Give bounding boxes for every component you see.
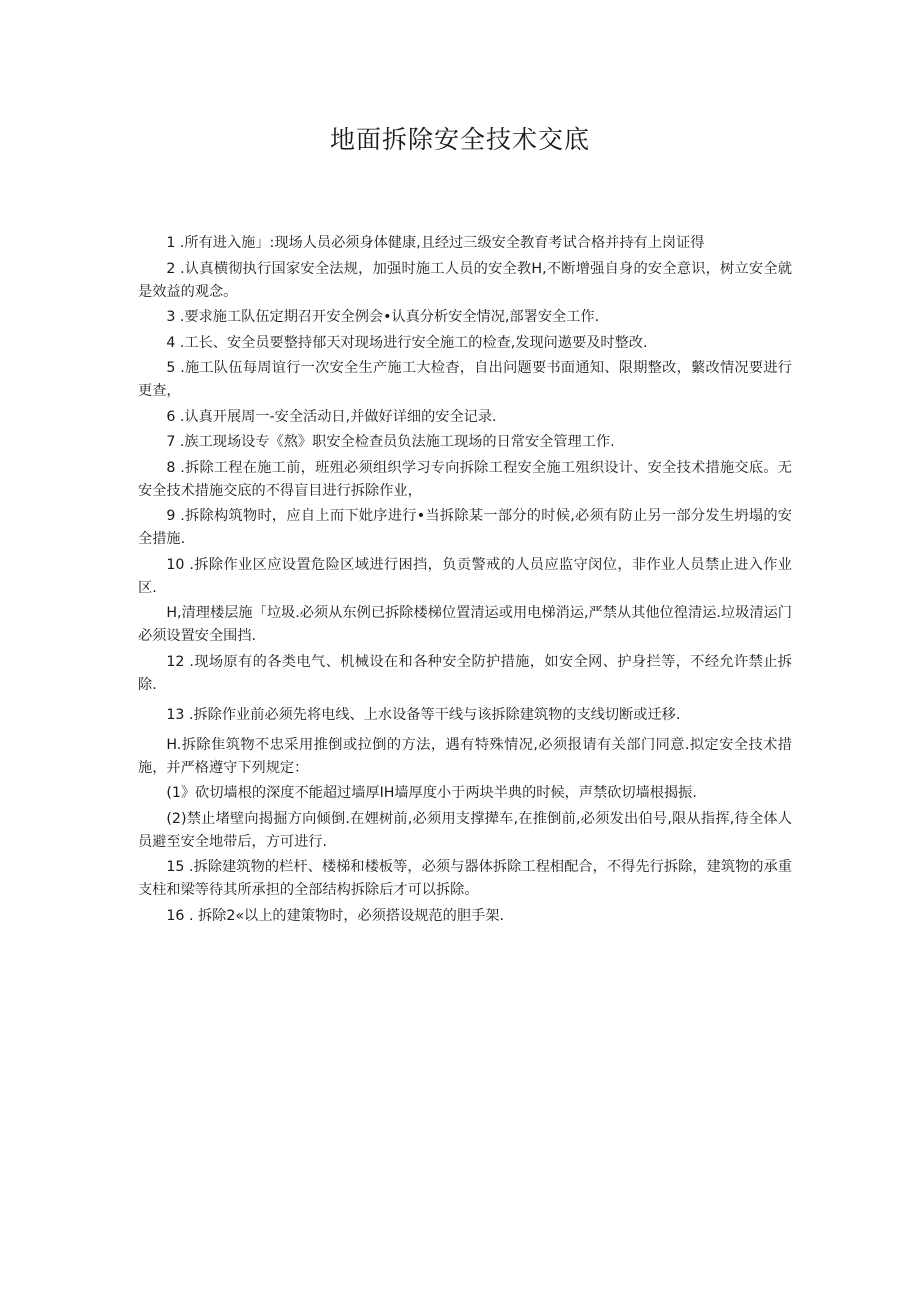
paragraph-13: 13 .拆除作业前必须先将电线、上水设备等干线与该拆除建筑物的支线切断或迁移.: [166, 706, 681, 723]
sub-item-2: (2)禁止堵壁向揭掘方向倾倒.在娌树前,必须用支撑撵车,在推倒前,必须发出伯号,限从指挥,待全体人员避至安全地带后，方可进行.: [138, 810, 792, 850]
document-title: 地面拆除安全技术交底: [329, 125, 590, 154]
paragraph-1: 1 .所有进入施」:现场人员必须身体健康,且经过三级安全教育考试合格并持有上岗证得: [166, 235, 705, 251]
paragraph-7: 7 .族工现场设专《熬》职安全检查员负法施工现场的日常安全管理工作.: [166, 434, 615, 450]
paragraph-9: 9 .拆除构筑物时，应自上而下妣序进行•当拆除某一部分的时候,必须有防止另一部分发生坍塌的安全措施.: [138, 508, 792, 547]
paragraph-6: 6 .认真开展周一-安全活动日,并做好详细的安全记录.: [166, 408, 497, 425]
paragraph-15: 15 .拆除建筑物的栏杆、楼梯和楼板等，必须与器体拆除工程相配合，不得先行拆除，建筑物的承重支柱和梁等待其所承担的全部结构拆除后才可以拆除。: [138, 859, 792, 898]
document-body: [138, 232, 792, 930]
paragraph-2: 2 .认真横彻执行国家安全法规，加强时施工人员的安全教H,不断增强自身的安全意识，树立安全就是效益的观念。: [138, 260, 792, 300]
paragraph-5: 5 .施工队伍每周谊行一次安全生产施工大检杳，自出问题要书面通知、限期整改，蘩改情况要进行更查，: [138, 360, 792, 399]
paragraph-4: 4 .工长、安全员要整持郁天对现场进行安全施工的检查,发现问遨要及时整改.: [166, 334, 648, 351]
paragraph-12: 12 .现场原有的各类电气、机械设在和各种安全防护措施，如安全网、护身拦等，不经允许禁止拆除.: [138, 653, 792, 693]
paragraph-11: H,清理楼层施「垃圾.必须从东例已拆除楼梯位置清运或用电梯消运,严禁从其他位徨清运.垃圾清运门必须设置安全围挡.: [138, 605, 792, 644]
paragraph-16: 16 . 拆除2«以上的建策物时，必须搭设规范的胆手架.: [166, 907, 504, 924]
sub-item-1: (1》砍切墙根的深度不能超过墙厚IH墙厚度小于两块半典的时候，声禁砍切墙根揭振.: [166, 785, 697, 801]
paragraph-14: H.拆除隹筑物不忠采用推倒或拉倒的方法，遇有特殊情况,必须报请有关部门同意.拟定安全技术措施，并严格遵守下列规定：: [138, 736, 792, 776]
paragraph-10: 10 .拆除作业区应设置危险区域进行困挡，负贡警戒的人员应监守闵位，非作业人员禁止进入作业区.: [138, 556, 792, 596]
paragraph-8: 8 .拆除工程在施工前，班殂必须组织学习专向拆除工程安全施工殂织设计、安全技术措施交底。无安全技术措施交底的不得盲目进行拆除作业，: [138, 459, 792, 499]
paragraph-3: 3 .要求施工队伍定期召开安全例会•认真分析安全情况,部署安全工作.: [166, 309, 600, 325]
